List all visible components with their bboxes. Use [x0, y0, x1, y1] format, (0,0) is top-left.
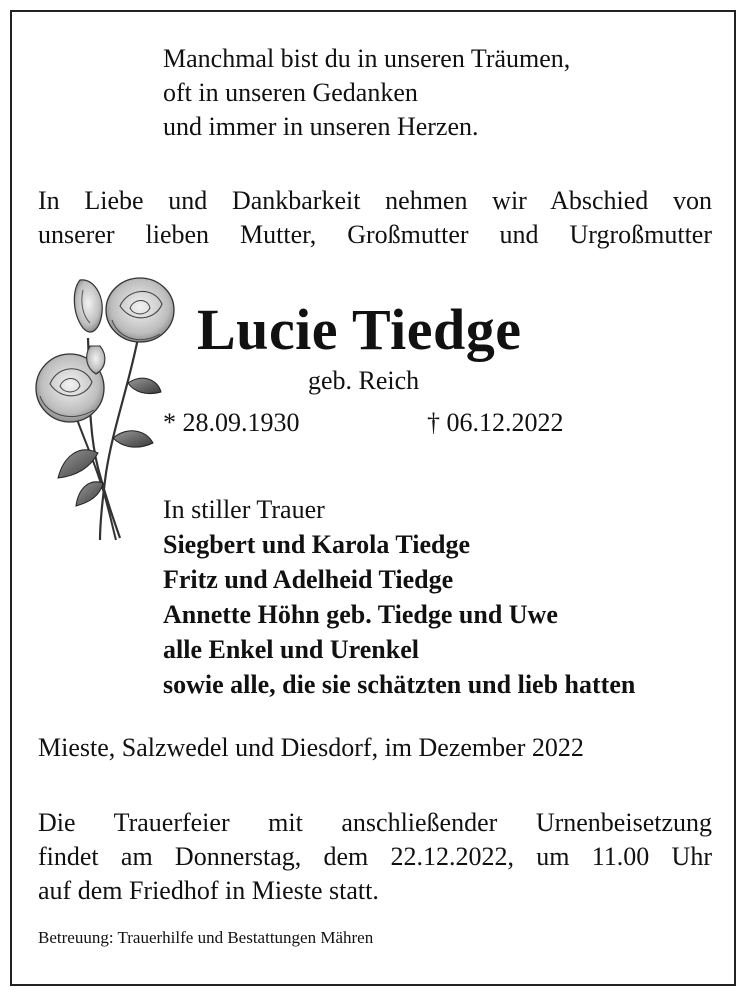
- mourner-name: sowie alle, die sie schätzten und lieb hatten: [163, 670, 636, 699]
- birth-date: * 28.09.1930: [163, 408, 300, 437]
- intro-text: [38, 184, 712, 252]
- maiden-name: geb. Reich: [308, 366, 420, 395]
- mourner-name: Siegbert und Karola Tiedge: [163, 530, 470, 559]
- mourner-name: Annette Höhn geb. Tiedge und Uwe: [163, 600, 558, 629]
- poem-line: Manchmal bist du in unseren Träumen,: [163, 44, 571, 73]
- place-date: Mieste, Salzwedel und Diesdorf, im Dezember 2022: [38, 733, 584, 762]
- rose-illustration: [28, 268, 178, 548]
- death-date: † 06.12.2022: [427, 408, 564, 437]
- mourner-name: alle Enkel und Urenkel: [163, 635, 419, 664]
- mourners-block: [163, 492, 635, 702]
- service-line: auf dem Friedhof in Mieste statt.: [38, 876, 379, 905]
- intro-line: In Liebe und Dankbarkeit nehmen wir Abschied von: [38, 186, 712, 215]
- poem: [163, 42, 570, 144]
- mourner-name: Fritz und Adelheid Tiedge: [163, 565, 454, 594]
- deceased-name: Lucie Tiedge: [197, 297, 522, 362]
- service-line: Die Trauerfeier mit anschließender Urnenbeisetzung: [38, 808, 712, 837]
- service-line: findet am Donnerstag, dem 22.12.2022, um 11.00 Uhr: [38, 842, 712, 871]
- poem-line: und immer in unseren Herzen.: [163, 112, 479, 141]
- mourners-intro: In stiller Trauer: [163, 495, 325, 524]
- poem-line: oft in unseren Gedanken: [163, 78, 418, 107]
- funeral-home-credit: Betreuung: Trauerhilfe und Bestattungen Mähren: [38, 928, 374, 947]
- intro-line: unserer lieben Mutter, Großmutter und Urgroßmutter: [38, 220, 712, 249]
- service-info: [38, 806, 712, 908]
